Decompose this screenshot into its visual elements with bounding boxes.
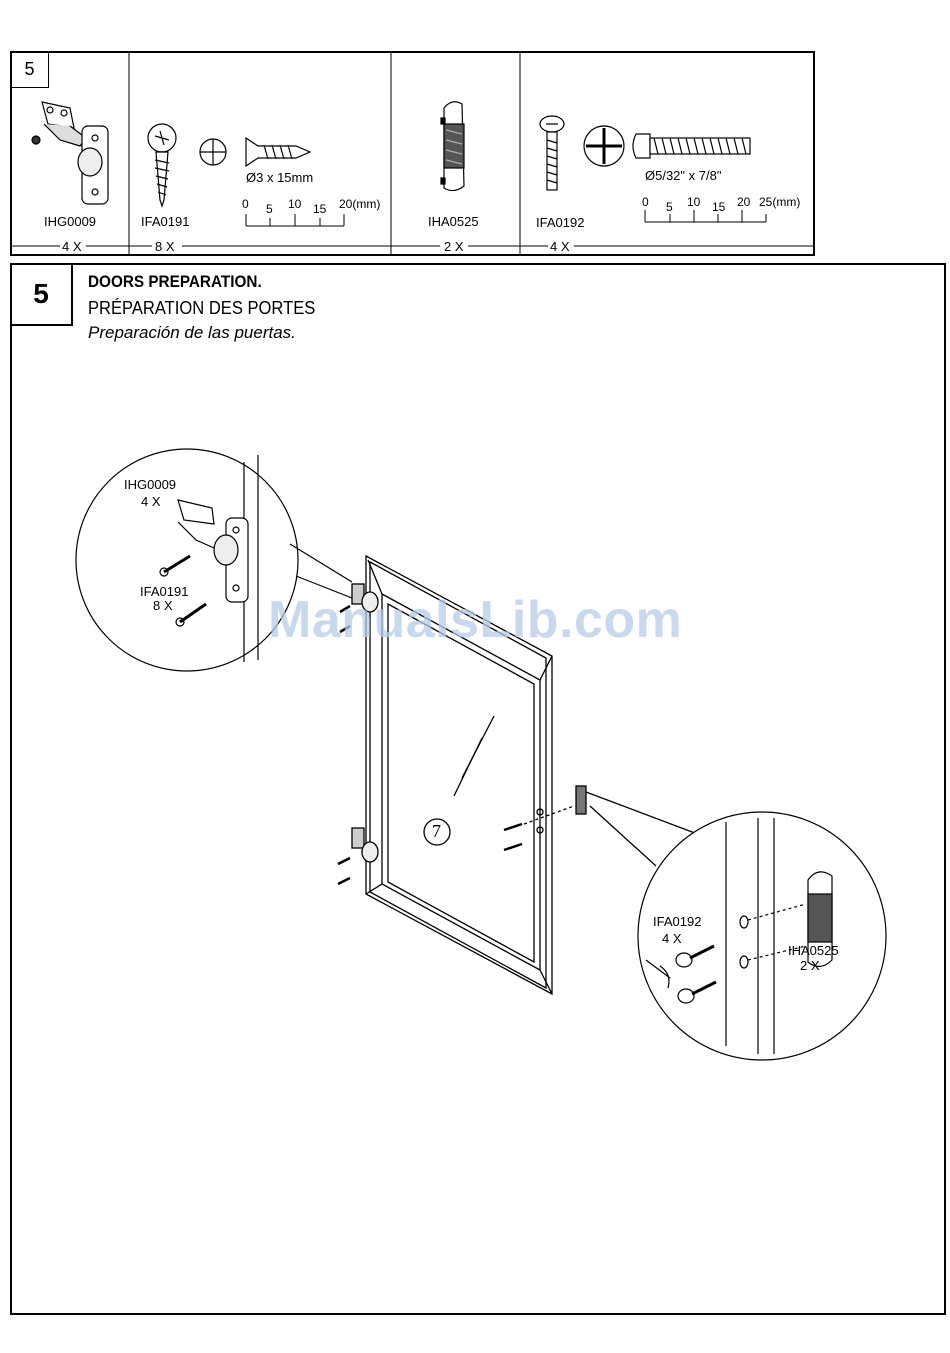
scale2-tick-20: 20: [737, 195, 751, 209]
parts-step-number: 5: [11, 52, 49, 88]
detail-right-screw-code: IFA0192: [653, 914, 702, 929]
scale2-tick-0: 0: [642, 195, 649, 209]
scale-ruler-1: [246, 214, 344, 226]
detail-right-handle-qty: 2 X: [800, 958, 820, 973]
scale1-tick-15: 15: [313, 202, 327, 216]
title-english: DOORS PREPARATION.: [88, 272, 262, 291]
scale2-tick-5: 5: [666, 200, 673, 214]
scale2-tick-15: 15: [712, 200, 726, 214]
scale1-tick-5: 5: [266, 202, 273, 216]
part-size-truss-screw: Ø5/32" x 7/8": [645, 168, 722, 183]
detail-right-handle-code: IHA0525: [788, 943, 839, 958]
title-french: PRÉPARATION DES PORTES: [88, 298, 316, 318]
scale2-tick-25: 25(mm): [759, 195, 801, 209]
detail-right-screw-qty: 4 X: [662, 931, 682, 946]
detail-left-hinge-code: IHG0009: [124, 477, 177, 492]
scale1-tick-0: 0: [242, 197, 249, 211]
watermark: ManualsLib.com: [268, 591, 683, 649]
step-number: 5: [11, 264, 73, 326]
scale2-tick-10: 10: [687, 195, 701, 209]
part-qty-truss-screw: 4 X: [550, 239, 570, 254]
part-code-flat-screw: IFA0191: [141, 214, 190, 229]
part-code-hinge: IHG0009: [44, 214, 97, 229]
part-qty-handle: 2 X: [444, 239, 464, 254]
part-code-handle: IHA0525: [428, 214, 479, 229]
hinge-icon: [32, 102, 108, 204]
part-qty-flat-screw: 8 X: [155, 239, 175, 254]
detail-left-screw-qty: 8 X: [153, 598, 173, 613]
scale1-tick-10: 10: [288, 197, 302, 211]
part-size-flat-screw: Ø3 x 15mm: [246, 170, 314, 185]
door-part-number: 7: [432, 821, 441, 841]
part-code-truss-screw: IFA0192: [536, 215, 585, 230]
scale1-tick-20: 20(mm): [339, 197, 381, 211]
flat-screw-icon: [148, 124, 310, 206]
detail-left-screw-code: IFA0191: [140, 584, 189, 599]
handle-icon: [441, 102, 464, 191]
title-spanish: Preparación de las puertas.: [88, 323, 296, 342]
part-qty-hinge: 4 X: [62, 239, 82, 254]
detail-left-hinge-qty: 4 X: [141, 494, 161, 509]
scale-ruler-2: [645, 210, 766, 222]
